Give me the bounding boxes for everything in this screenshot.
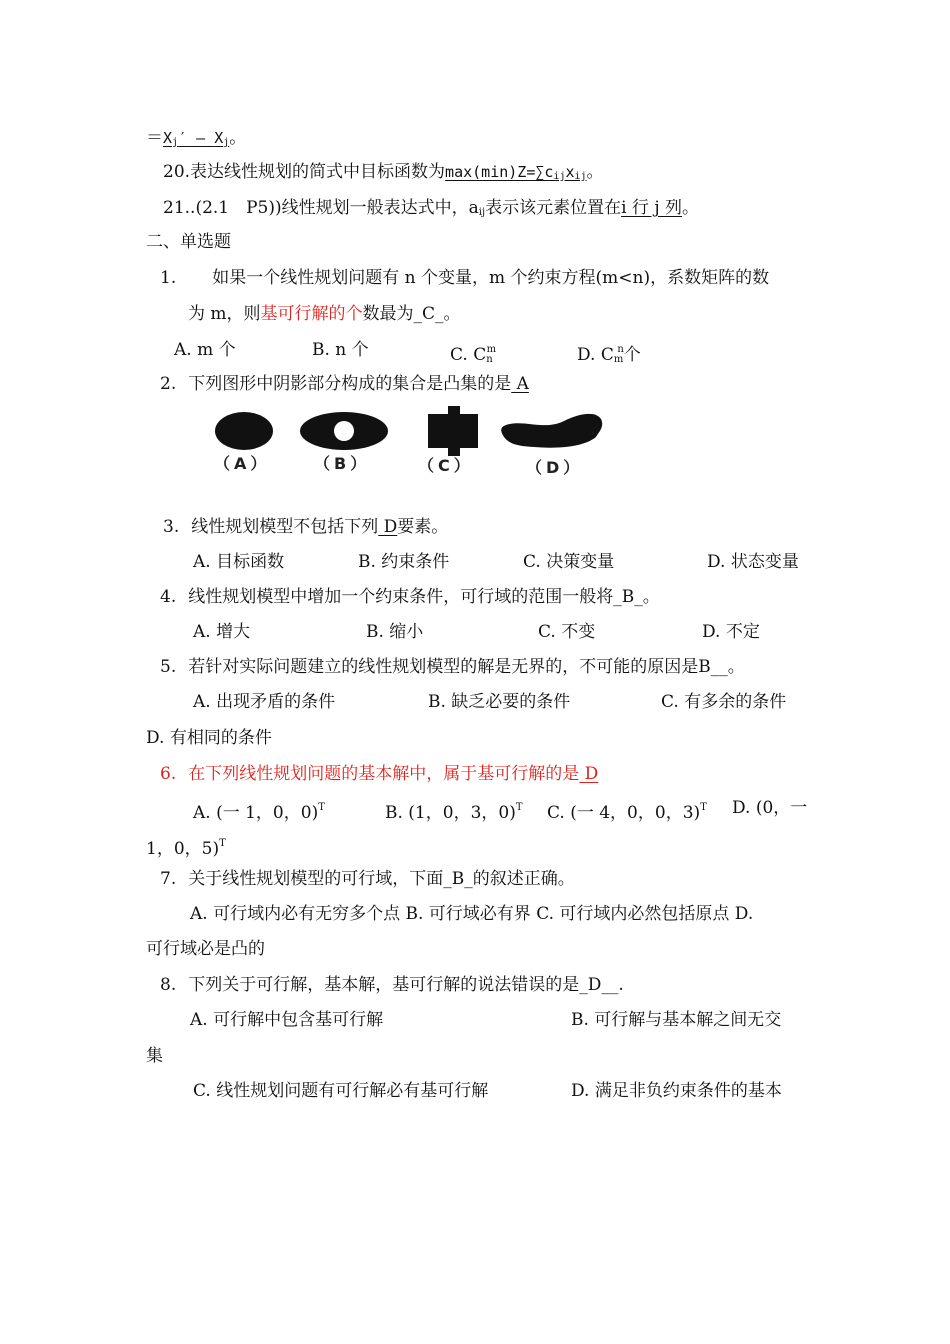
question-answer: _D__ <box>579 975 619 995</box>
option-d: D. 状态变量 <box>707 552 799 572</box>
option-a: A. m 个 <box>174 340 236 360</box>
equation-line: $=X_j'$ — $X_j$。 <box>146 128 247 148</box>
option-b-cont: 集 <box>146 1046 163 1066</box>
option-a: A. 出现矛盾的条件 <box>193 692 336 712</box>
option-a: A. 目标函数 <box>193 552 285 572</box>
option-d: D. 有相同的条件 <box>146 728 272 748</box>
question-text: 线性规划模型不包括下列 <box>191 517 379 537</box>
question-answer: D <box>579 764 599 784</box>
option-d: D. (0，一 <box>732 798 808 818</box>
figure-label-a: （A） <box>214 454 271 473</box>
option-a: A. (一 1，0，0)$^T$ <box>193 802 325 823</box>
question-number: 3. <box>163 517 180 537</box>
convex-set-figure <box>208 403 608 483</box>
question-answer: _B_ <box>443 869 473 889</box>
question-answer: A <box>511 374 529 394</box>
figure-label-b: （B） <box>314 454 371 473</box>
option-c: C. 不变 <box>538 622 596 642</box>
question-text: 下列关于可行解，基本解，基可行解的说法错误的是 <box>188 975 580 995</box>
question-text: 下列图形中阴影部分构成的集合是凸集的是 <box>188 374 512 394</box>
option-d-cont: 1，0，5)$^T$ <box>146 838 226 859</box>
question-answer: D <box>378 517 398 537</box>
question-text: 若针对实际问题建立的线性规划模型的解是无界的，不可能的原因是 <box>188 657 699 677</box>
question-21: 21..(2.1 P5))线性规划一般表达式中，$a_{ij}$表示该元素位置在i 行 j 列。 <box>163 198 700 218</box>
equals-sign: ＝ <box>146 128 163 148</box>
choice-question-7: 7. 关于线性规划模型的可行域，下面_B_的叙述正确。 <box>160 869 575 889</box>
shape-c-cross <box>428 406 478 456</box>
highlighted-text: 基可行解的个 <box>260 304 363 324</box>
option-d: D. 满足非负约束条件的基本 <box>571 1081 782 1101</box>
question-text: 如果一个线性规划问题有 n 个变量，m 个约束方程(m<n)，系数矩阵的数 <box>212 268 770 288</box>
question-text: 关于线性规划模型的可行域，下面 <box>188 869 444 889</box>
question-text: 线性规划一般表达式中，a <box>281 198 479 218</box>
choice-question-6 <box>160 762 598 786</box>
option-d: D. $C_m^n$个 <box>577 344 641 365</box>
option-c: C. 决策变量 <box>523 552 615 572</box>
option-b: B. (1，0，3，0)$^T$ <box>385 802 523 823</box>
question-answer: $\max(\min)Z=\sum c_{ij}x_{ij}$ <box>445 163 587 182</box>
options-line-cont: 可行域必是凸的 <box>146 939 265 959</box>
option-c: C. 线性规划问题有可行解必有基可行解 <box>193 1081 489 1101</box>
question-number: 6. <box>160 764 177 784</box>
choice-question-1 <box>160 266 769 290</box>
question-number: 5. <box>160 657 177 677</box>
option-b: B. 缩小 <box>366 622 424 642</box>
option-d: D. 不定 <box>702 622 760 642</box>
option-c: C. (一 4，0，0，3)$^T$ <box>547 802 707 823</box>
question-number: 21.. <box>163 198 196 218</box>
choice-question-8: 8. 下列关于可行解，基本解，基可行解的说法错误的是_D__. <box>160 975 624 995</box>
options-line: A. 可行域内必有无穷多个点 B. 可行域必有界 C. 可行域内必然包括原点 D. <box>190 904 754 924</box>
question-answer: _B_ <box>613 587 643 607</box>
choice-question-1-cont: 为 m，则基可行解的个数最为_C_。 <box>188 304 461 324</box>
question-answer: _C_ <box>413 304 444 324</box>
option-a: A. 增大 <box>193 622 251 642</box>
shape-b-hole <box>334 421 354 441</box>
question-text: 在下列线性规划问题的基本解中，属于基可行解的是 <box>188 764 580 784</box>
option-c: C. $C_n^m$ <box>450 344 497 365</box>
choice-question-3: 3. 线性规划模型不包括下列 D要素。 <box>163 517 449 537</box>
choice-question-5: 5. 若针对实际问题建立的线性规划模型的解是无界的，不可能的原因是B__。 <box>160 657 745 677</box>
question-20: 20.表达线性规划的简式中目标函数为$\max(\min)Z=\sum c_{ij}x_{ij}$。 <box>163 162 604 182</box>
question-answer: i 行 j 列 <box>621 198 683 218</box>
choice-question-2 <box>160 372 529 396</box>
question-answer: B__ <box>698 657 728 677</box>
figure-label-d: （D） <box>526 458 584 477</box>
section-heading: 二、单选题 <box>146 232 231 252</box>
option-b: B. 缺乏必要的条件 <box>428 692 571 712</box>
choice-question-4: 4. 线性规划模型中增加一个约束条件，可行域的范围一般将_B_。 <box>160 587 660 607</box>
option-c: C. 有多余的条件 <box>661 692 787 712</box>
option-a: A. 可行解中包含基可行解 <box>190 1010 384 1030</box>
question-number: 1. <box>160 268 177 288</box>
reference: (2.1 P5)) <box>195 198 282 218</box>
question-number: 20. <box>163 162 191 182</box>
option-b: B. n 个 <box>312 340 369 360</box>
shape-a-filled-ellipse <box>215 412 273 450</box>
question-number: 7. <box>160 869 177 889</box>
question-text: 线性规划模型中增加一个约束条件，可行域的范围一般将 <box>188 587 614 607</box>
option-b: B. 约束条件 <box>358 552 450 572</box>
shape-d-wave <box>501 414 602 448</box>
question-number: 2. <box>160 374 177 394</box>
equation-answer: $X_j'$ — $X_j$ <box>163 129 230 148</box>
question-number: 4. <box>160 587 177 607</box>
question-number: 8. <box>160 975 177 995</box>
question-text: 表达线性规划的简式中目标函数为 <box>190 162 446 182</box>
option-b: B. 可行解与基本解之间无交 <box>571 1010 782 1030</box>
figure-label-c: （C） <box>418 456 474 475</box>
